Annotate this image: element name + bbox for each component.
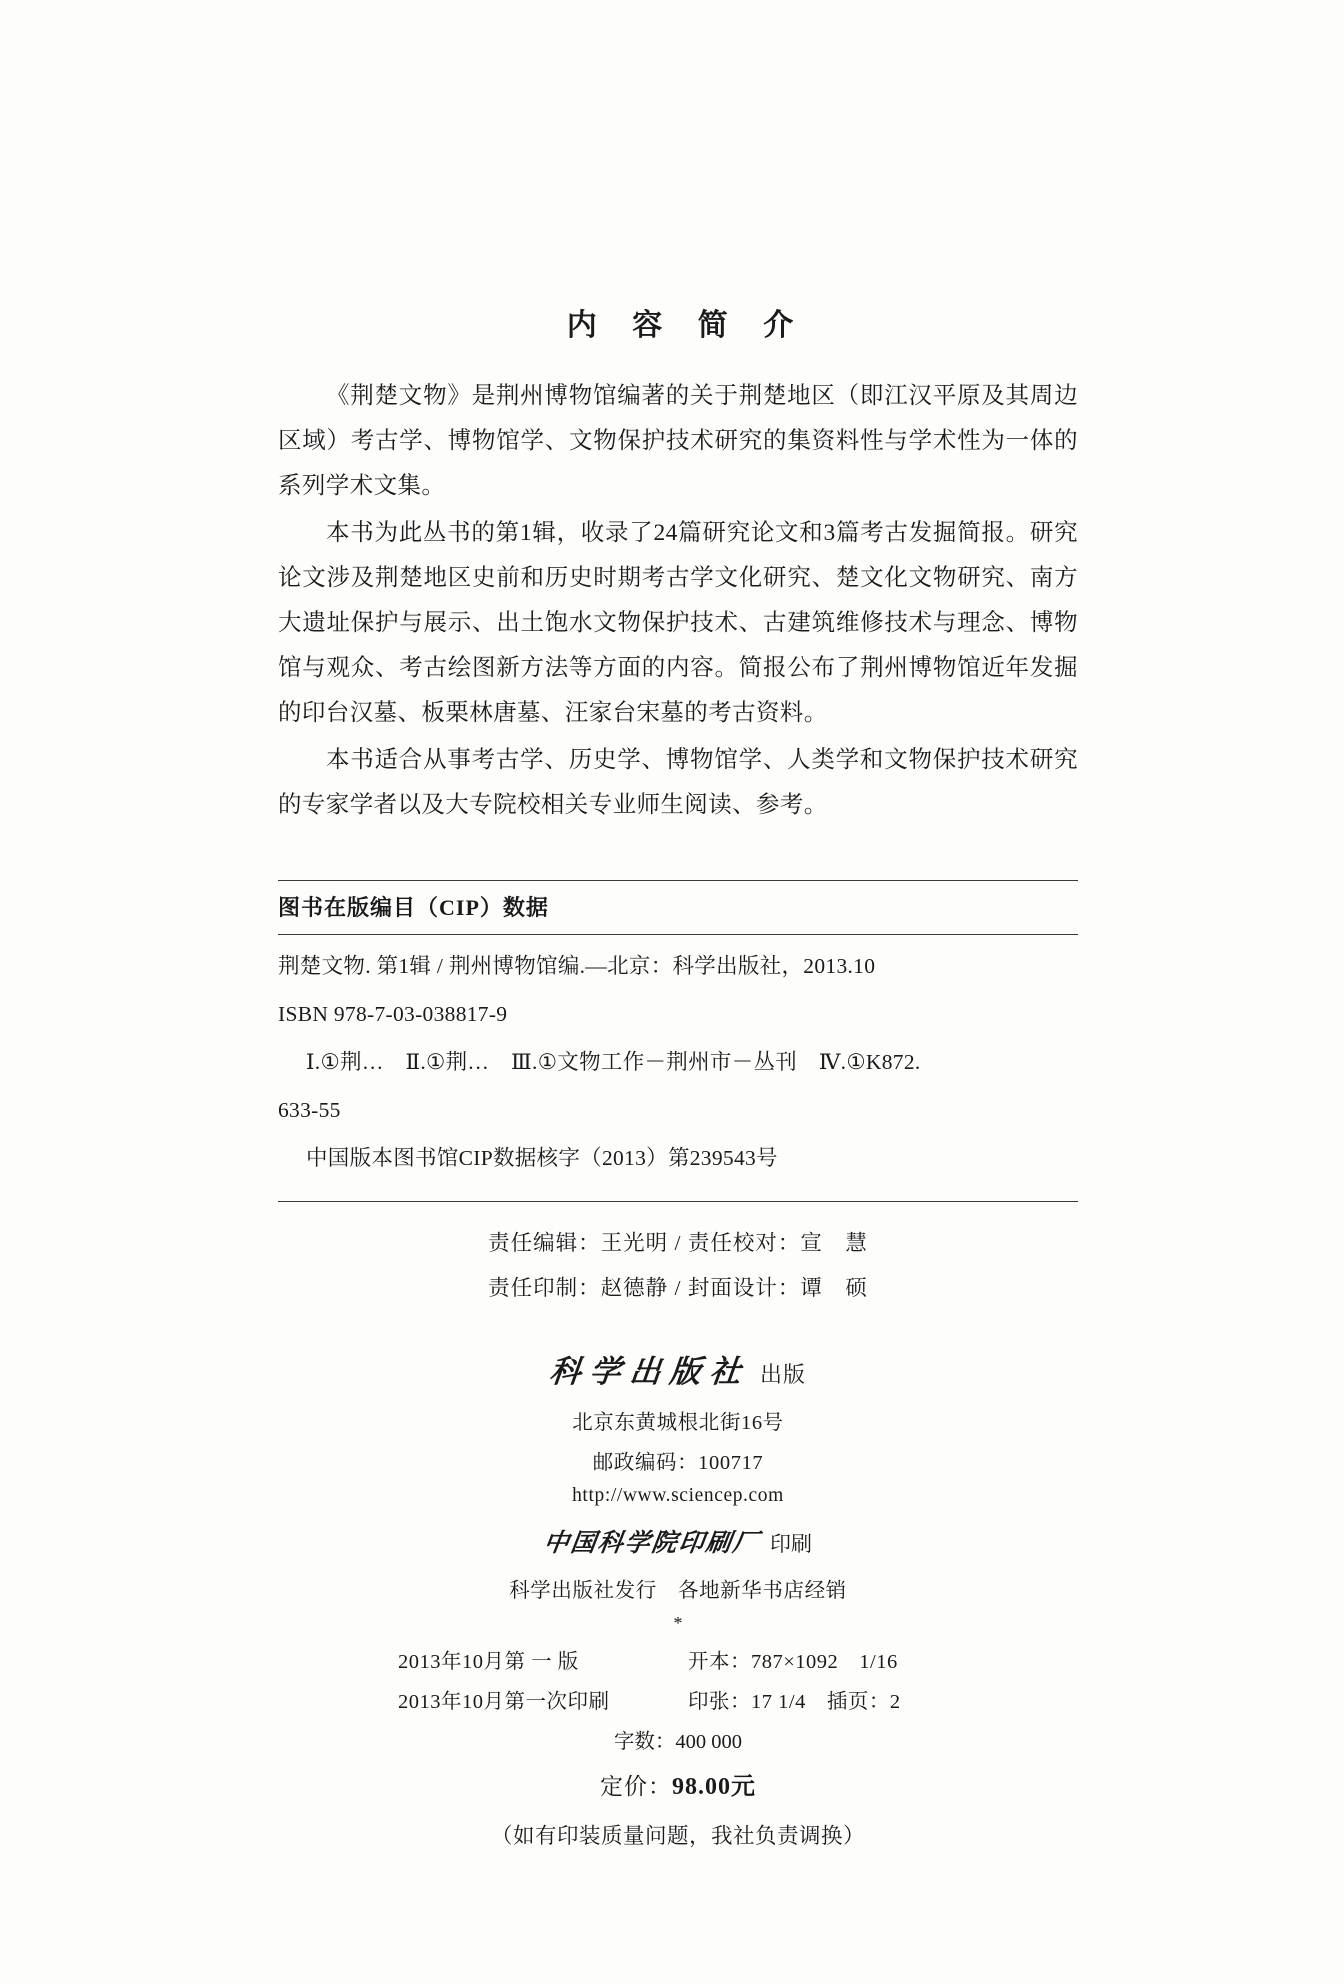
publisher-logo-row bbox=[278, 1346, 1078, 1391]
printer-suffix: 印刷 bbox=[770, 1532, 812, 1556]
imprint-row bbox=[398, 1684, 958, 1714]
cip-lines bbox=[278, 935, 1078, 1201]
price-line bbox=[398, 1766, 958, 1801]
cip-line-classification: Ⅰ.①荆… Ⅱ.①荆… Ⅲ.①文物工作－荆州市－丛刊 Ⅳ.①K872. bbox=[306, 1050, 921, 1074]
quality-note: （如有印装质量问题，我社负责调换） bbox=[490, 1824, 865, 1848]
publisher-postcode: 邮政编码：100717 bbox=[592, 1452, 764, 1474]
imprint-edition: 2013年10月第 一 版 bbox=[398, 1651, 579, 1673]
credits-production-line: 责任印制：赵德静 / 封面设计：谭 硕 bbox=[488, 1276, 868, 1300]
publisher-logo-suffix: 出版 bbox=[759, 1362, 806, 1387]
cip-title: 图书在版编目（CIP）数据 bbox=[278, 895, 549, 920]
page-content bbox=[278, 300, 1078, 1850]
cip-block bbox=[278, 880, 1078, 1202]
brief-paragraph: 本书为此丛书的第1辑，收录了24篇研究论文和3篇考古发掘简报。研究论文涉及荆楚地区史前和历史时期考古学文化研究、楚文化文物研究、南方大遗址保护与展示、出土饱水文物保护技术、古建筑维修技术与理念、博物馆与观众、考古绘图新方法等方面的内容。简报公布了荆州博物馆近年发掘的印台汉墓、板栗林唐墓、汪家台宋墓的考古资料。 bbox=[278, 520, 1078, 726]
cip-line-isbn: ISBN 978-7-03-038817-9 bbox=[278, 1002, 508, 1026]
cip-line-classification-cont: 633-55 bbox=[278, 1098, 341, 1122]
cip-line-citation: 荆楚文物. 第1辑 / 荆州博物馆编.—北京：科学出版社，2013.10 bbox=[278, 954, 876, 978]
page-title: 内 容 简 介 bbox=[566, 309, 808, 342]
brief-body bbox=[278, 374, 1078, 828]
imprint-block bbox=[398, 1644, 958, 1850]
cip-line-verification: 中国版本图书馆CIP数据核字（2013）第239543号 bbox=[306, 1146, 778, 1170]
distribution-line: 科学出版社发行 各地新华书店经销 bbox=[509, 1580, 847, 1602]
credits-editor-line: 责任编辑：王光明 / 责任校对：宣 慧 bbox=[488, 1231, 868, 1255]
price-value: 98.00元 bbox=[672, 1774, 756, 1800]
printer-logo: 中国科学院印刷厂 bbox=[541, 1528, 762, 1557]
price-label: 定价： bbox=[600, 1774, 672, 1799]
brief-paragraph: 本书适合从事考古学、历史学、博物馆学、人类学和文物保护技术研究的专家学者以及大专院校相关专业师生阅读、参考。 bbox=[278, 747, 1078, 818]
credits-block bbox=[278, 1202, 1078, 1302]
separator-asterisk: * bbox=[673, 1613, 683, 1633]
publisher-address: 北京东黄城根北街16号 bbox=[572, 1412, 784, 1434]
brief-paragraph: 《荆楚文物》是荆州博物馆编著的关于荆楚地区（即江汉平原及其周边区域）考古学、博物馆学、文物保护技术研究的集资料性与学术性为一体的系列学术文集。 bbox=[278, 383, 1078, 499]
imprint-row bbox=[398, 1644, 958, 1674]
publisher-logo: 科学出版社 bbox=[547, 1354, 752, 1390]
publisher-block bbox=[278, 1346, 1078, 1634]
imprint-sheets: 印张：17 1/4 插页：2 bbox=[688, 1691, 901, 1713]
imprint-printing: 2013年10月第一次印刷 bbox=[398, 1691, 610, 1713]
imprint-wordcount: 字数：400 000 bbox=[613, 1731, 743, 1753]
printer-row bbox=[278, 1523, 1078, 1559]
imprint-format: 开本：787×1092 1/16 bbox=[688, 1651, 898, 1673]
publisher-url: http://www.sciencep.com bbox=[572, 1485, 784, 1506]
